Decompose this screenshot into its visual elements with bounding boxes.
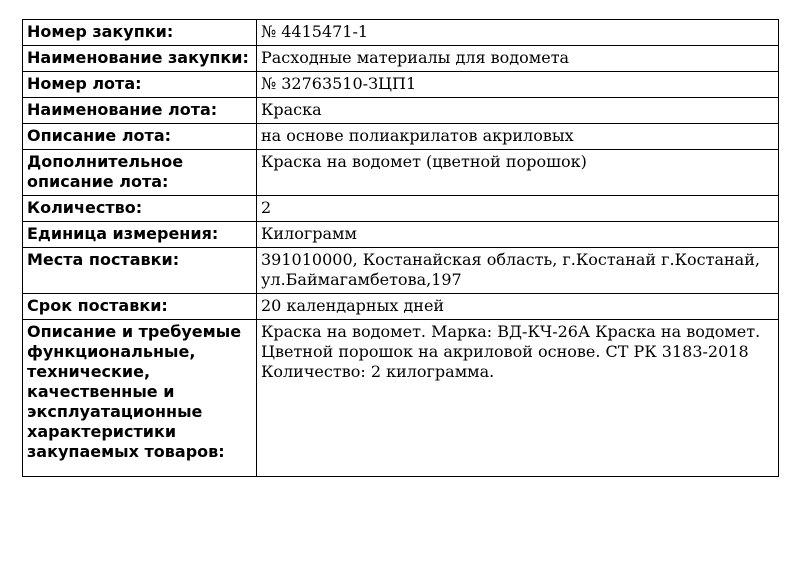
table-row — [23, 150, 779, 196]
table-row — [23, 72, 779, 98]
row-label: Описание лота: — [23, 124, 257, 150]
table-row — [23, 98, 779, 124]
row-value: 2 — [257, 196, 779, 222]
row-value: 391010000, Костанайская область, г.Костанай г.Костанай, ул.Баймагамбетова,197 — [257, 248, 779, 294]
row-label: Единица измерения: — [23, 222, 257, 248]
table-row — [23, 124, 779, 150]
table-row — [23, 222, 779, 248]
row-label: Номер лота: — [23, 72, 257, 98]
row-label: Дополнительное описание лота: — [23, 150, 257, 196]
procurement-details-table — [22, 19, 779, 477]
row-label: Наименование лота: — [23, 98, 257, 124]
row-value: Краска на водомет (цветной порошок) — [257, 150, 779, 196]
table-row — [23, 294, 779, 320]
row-value: Килограмм — [257, 222, 779, 248]
row-value: 20 календарных дней — [257, 294, 779, 320]
table-row — [23, 320, 779, 477]
table-row — [23, 196, 779, 222]
row-value: Расходные материалы для водомета — [257, 46, 779, 72]
row-value: № 4415471-1 — [257, 20, 779, 46]
row-value: Краска на водомет. Марка: ВД-КЧ-26А Краска на водомет. Цветной порошок на акриловой основе. СТ РК 3183-2018 Количество: 2 килограмма. — [257, 320, 779, 477]
row-label: Наименование закупки: — [23, 46, 257, 72]
row-value: № 32763510-ЗЦП1 — [257, 72, 779, 98]
row-value: на основе полиакрилатов акриловых — [257, 124, 779, 150]
table-row — [23, 46, 779, 72]
row-value: Краска — [257, 98, 779, 124]
row-label: Описание и требуемые функциональные, технические, качественные и эксплуатационные характеристики закупаемых товаров: — [23, 320, 257, 477]
table-row — [23, 248, 779, 294]
row-label: Номер закупки: — [23, 20, 257, 46]
row-label: Срок поставки: — [23, 294, 257, 320]
row-label: Количество: — [23, 196, 257, 222]
row-label: Места поставки: — [23, 248, 257, 294]
table-row — [23, 20, 779, 46]
